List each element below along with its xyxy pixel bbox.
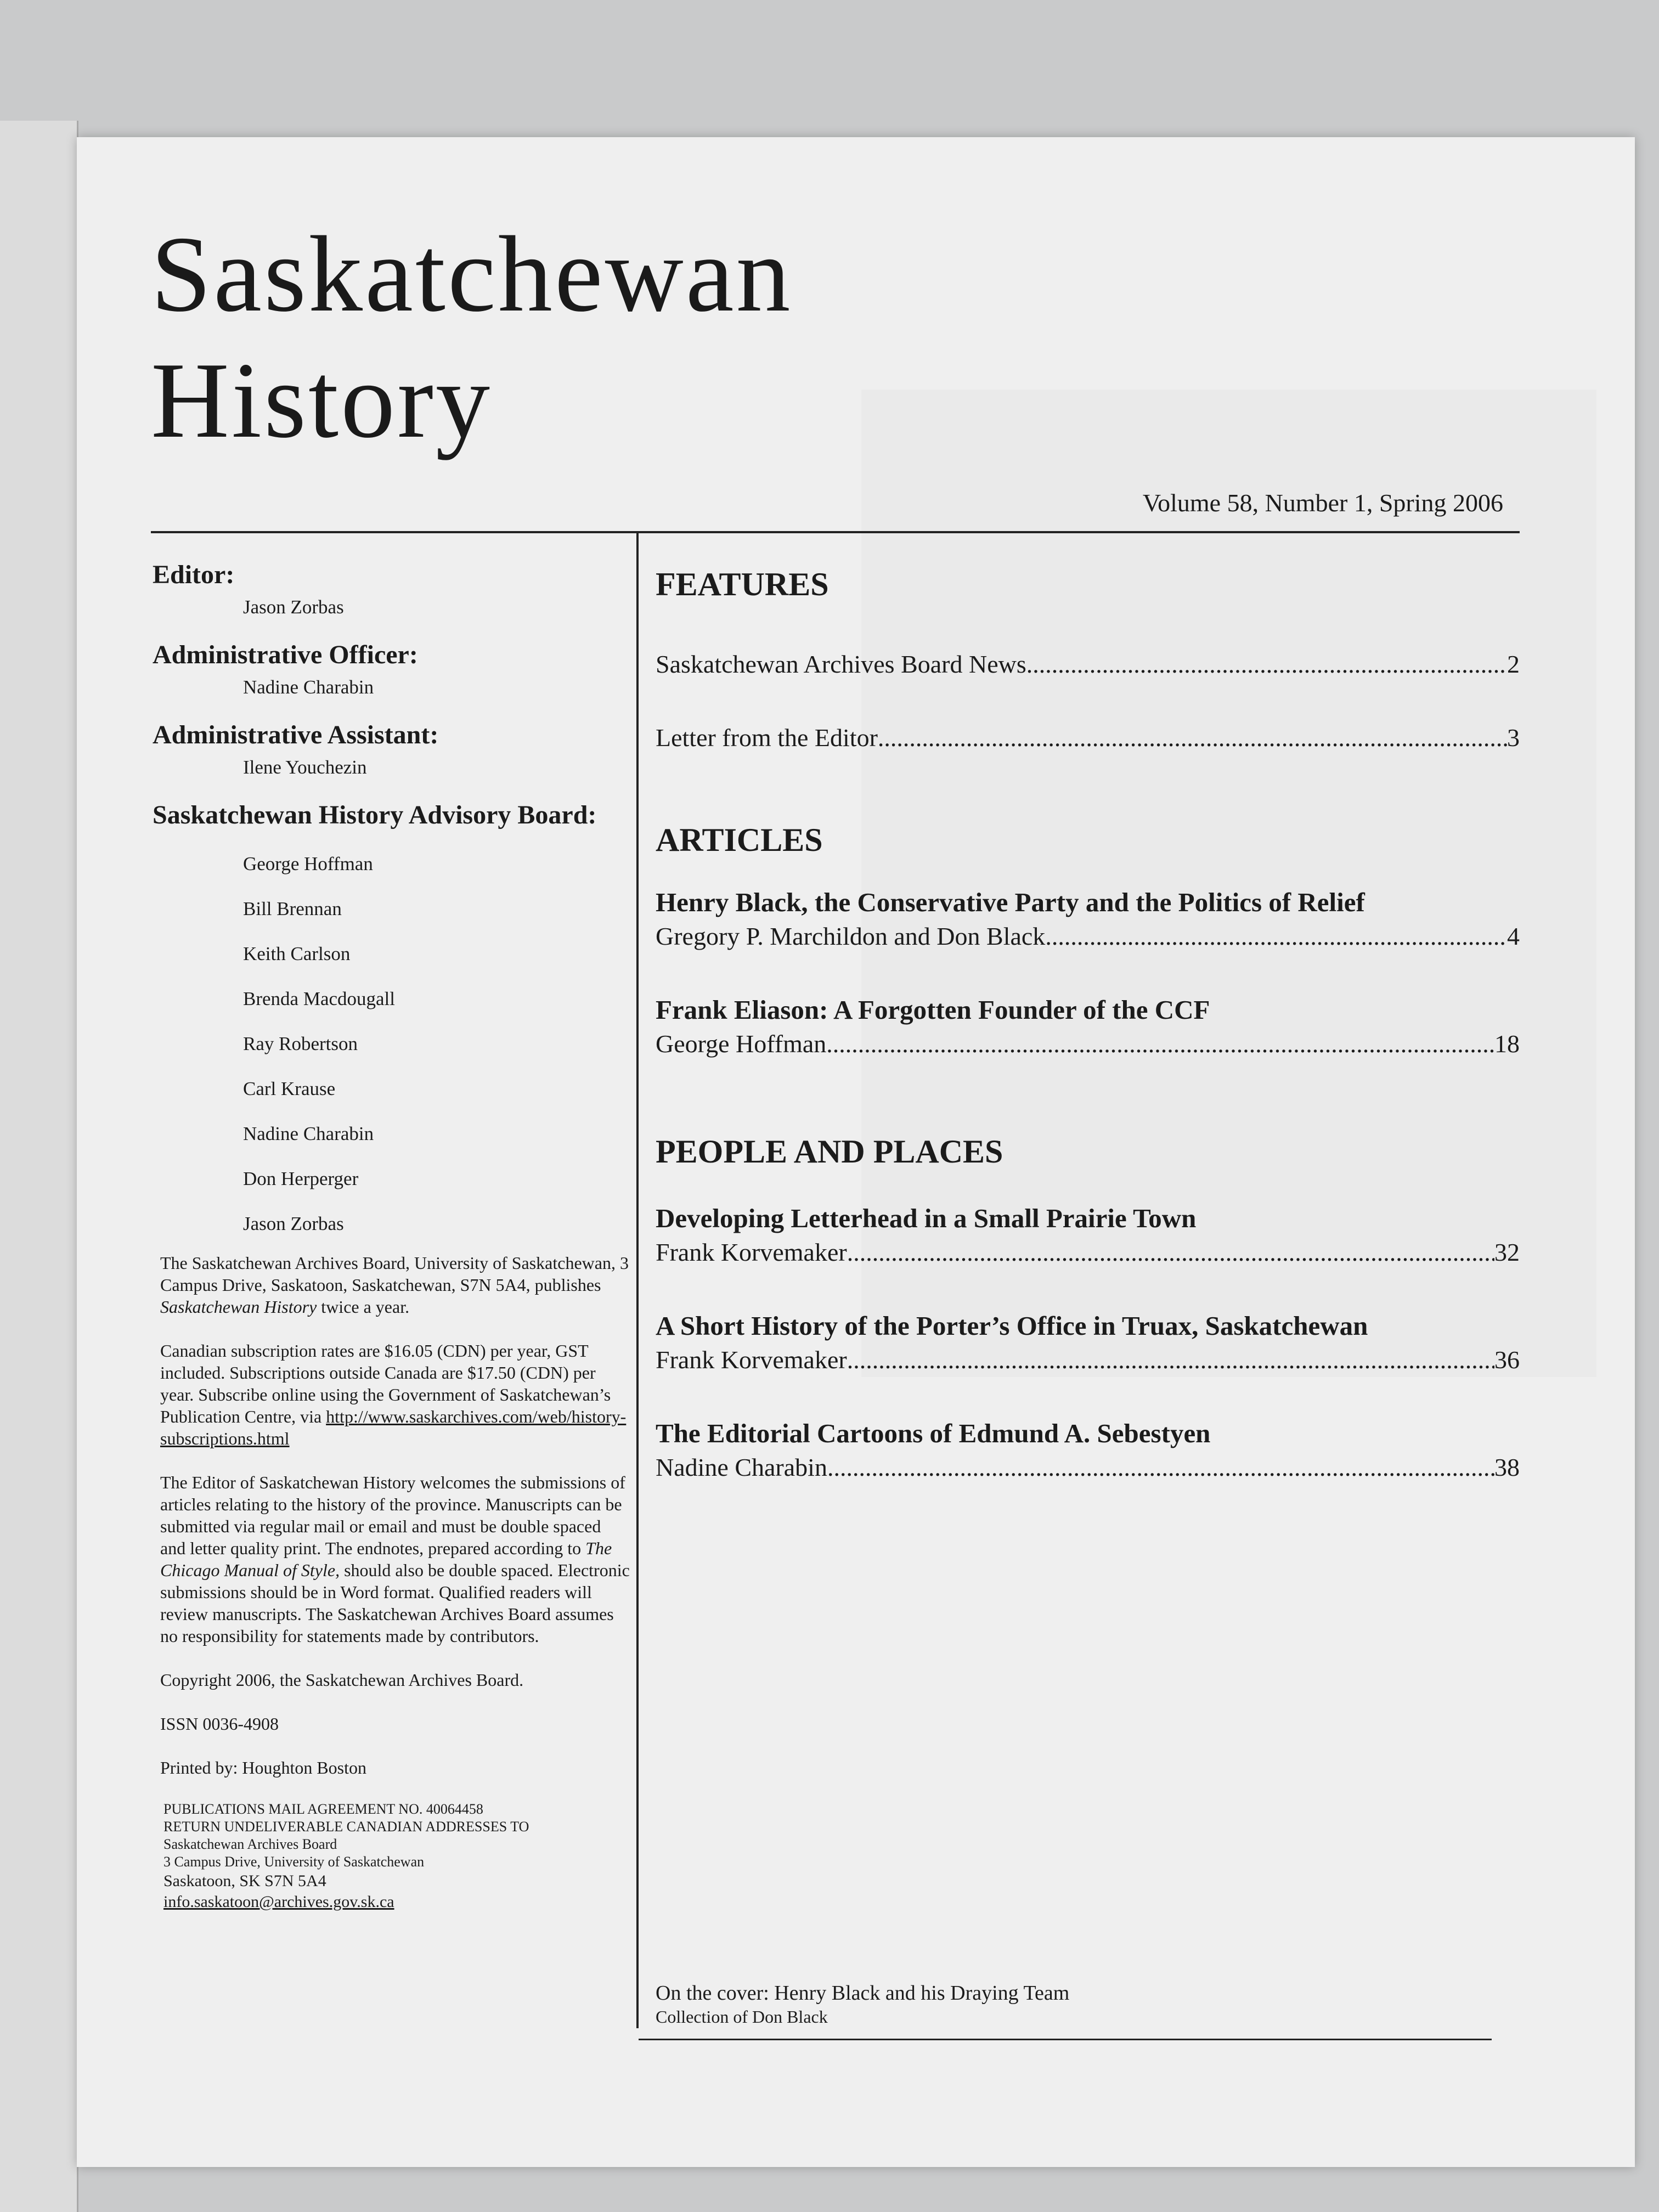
masthead-column bbox=[153, 560, 630, 1912]
column-divider bbox=[636, 533, 639, 2028]
board-member: Bill Brennan bbox=[243, 898, 342, 919]
copyright: Copyright 2006, the Saskatchewan Archives Board. bbox=[160, 1670, 524, 1690]
cover-caption-text: On the cover: Henry Black and his Draying Team bbox=[656, 1982, 1070, 2005]
board-member: George Hoffman bbox=[243, 853, 373, 874]
style-manual-title: The Chicago Manual of Style, bbox=[160, 1538, 612, 1580]
toc-entry[interactable]: Nadine Charabin ..... 38 bbox=[656, 1451, 1520, 1485]
masthead-line-1: Saskatchewan bbox=[151, 214, 793, 334]
board-member: Ray Robertson bbox=[243, 1033, 358, 1054]
submission-note: The Editor of Saskatchewan History welcomes the submissions of articles relating to the history of the province. Manuscripts can be submitted via regular mail or email and must be double spaced and letter quality print. The endnotes, prepared according to The Chicago Manual of Style, should also be double spaced. Electronic submissions should be in Word format. Qualified readers will review manuscripts. The Saskatchewan Archives Board assumes no responsibility for statements made by contributors. bbox=[160, 1472, 630, 1646]
facing-page bbox=[0, 121, 78, 2212]
board-member: Don Herperger bbox=[243, 1168, 359, 1189]
toc-entry[interactable]: Frank Korvemaker ..... 36 bbox=[656, 1343, 1520, 1377]
mail-city: Saskatoon, SK S7N 5A4 bbox=[163, 1872, 326, 1890]
admin-officer-name: Nadine Charabin bbox=[243, 676, 374, 698]
bottom-rule bbox=[639, 2039, 1492, 2040]
mail-address: 3 Campus Drive, University of Saskatchewan bbox=[163, 1854, 425, 1870]
toc-entry[interactable]: Gregory P. Marchildon and Don Black ..... 4 bbox=[656, 919, 1520, 953]
subscription-note: Canadian subscription rates are $16.05 (CDN) per year, GST included. Subscriptions outside Canada are $17.50 (CDN) per year. Subscribe online using the Government of Saskatchewan’s Publication Centre, via http://www.saskarchives.com/web/history-subscriptions.html bbox=[160, 1341, 627, 1448]
cover-credit: Collection of Don Black bbox=[656, 2007, 828, 2027]
board-member: Brenda Macdougall bbox=[243, 988, 395, 1009]
toc-entry[interactable]: Frank Korvemaker ..... 32 bbox=[656, 1235, 1520, 1269]
toc-entry[interactable]: Letter from the Editor ..... 3 bbox=[656, 721, 1520, 755]
mail-org: Saskatchewan Archives Board bbox=[163, 1836, 337, 1852]
masthead-line-2: History bbox=[151, 340, 492, 460]
mail-return: RETURN UNDELIVERABLE CANADIAN ADDRESSES TO bbox=[163, 1819, 529, 1835]
article-title[interactable]: Frank Eliason: A Forgotten Founder of the CCF bbox=[656, 995, 1210, 1025]
article-title[interactable]: Henry Black, the Conservative Party and the Politics of Relief bbox=[656, 887, 1365, 917]
page-number: 36 bbox=[1494, 1346, 1520, 1374]
toc-entry[interactable]: Saskatchewan Archives Board News ..... 2 bbox=[656, 647, 1520, 681]
masthead bbox=[151, 211, 974, 464]
editor-role: Editor: bbox=[153, 560, 235, 589]
publisher-note: The Saskatchewan Archives Board, University of Saskatchewan, 3 Campus Drive, Saskatoon, Saskatchewan, S7N 5A4, publishes Saskatchewan History twice a year. bbox=[160, 1253, 629, 1317]
toc-entry[interactable]: George Hoffman ..... 18 bbox=[656, 1027, 1520, 1061]
articles-heading: ARTICLES bbox=[656, 822, 823, 858]
board-member: Carl Krause bbox=[243, 1078, 336, 1099]
article-title[interactable]: The Editorial Cartoons of Edmund A. Sebestyen bbox=[656, 1418, 1211, 1448]
page-number: 3 bbox=[1507, 724, 1520, 752]
printer: Printed by: Houghton Boston bbox=[160, 1758, 367, 1778]
mail-agreement: PUBLICATIONS MAIL AGREEMENT NO. 40064458 bbox=[163, 1801, 483, 1817]
page-number: 18 bbox=[1494, 1030, 1520, 1058]
table-of-contents bbox=[656, 565, 1520, 1485]
page-number: 38 bbox=[1494, 1453, 1520, 1481]
cover-caption bbox=[656, 1980, 1479, 2028]
admin-assistant-role: Administrative Assistant: bbox=[153, 720, 439, 749]
people-places-heading: PEOPLE AND PLACES bbox=[656, 1133, 1003, 1170]
article-title[interactable]: A Short History of the Porter’s Office in Truax, Saskatchewan bbox=[656, 1311, 1368, 1341]
journal-title: Saskatchewan History bbox=[160, 1297, 317, 1317]
page-number: 32 bbox=[1494, 1238, 1520, 1266]
mailing-info bbox=[163, 1801, 630, 1912]
editor-name: Jason Zorbas bbox=[243, 596, 344, 618]
mail-email[interactable]: info.saskatoon@archives.gov.sk.ca bbox=[163, 1893, 394, 1911]
admin-assistant-name: Ilene Youchezin bbox=[243, 757, 367, 778]
advisory-board-list bbox=[153, 853, 630, 1235]
magazine-page bbox=[77, 137, 1635, 2167]
page-number: 4 bbox=[1507, 922, 1520, 950]
subscription-link[interactable]: http://www.saskarchives.com/web/history-subscriptions.html bbox=[160, 1407, 627, 1448]
volume-info: Volume 58, Number 1, Spring 2006 bbox=[1142, 489, 1503, 517]
admin-officer-role: Administrative Officer: bbox=[153, 640, 418, 669]
board-member: Keith Carlson bbox=[243, 943, 351, 964]
features-heading: FEATURES bbox=[656, 566, 829, 602]
article-title[interactable]: Developing Letterhead in a Small Prairie Town bbox=[656, 1203, 1197, 1233]
issn: ISSN 0036-4908 bbox=[160, 1714, 279, 1734]
page-number: 2 bbox=[1507, 650, 1520, 678]
board-member: Jason Zorbas bbox=[243, 1213, 344, 1234]
board-member: Nadine Charabin bbox=[243, 1123, 374, 1144]
top-rule bbox=[151, 531, 1520, 533]
advisory-board-role: Saskatchewan History Advisory Board: bbox=[153, 800, 597, 830]
